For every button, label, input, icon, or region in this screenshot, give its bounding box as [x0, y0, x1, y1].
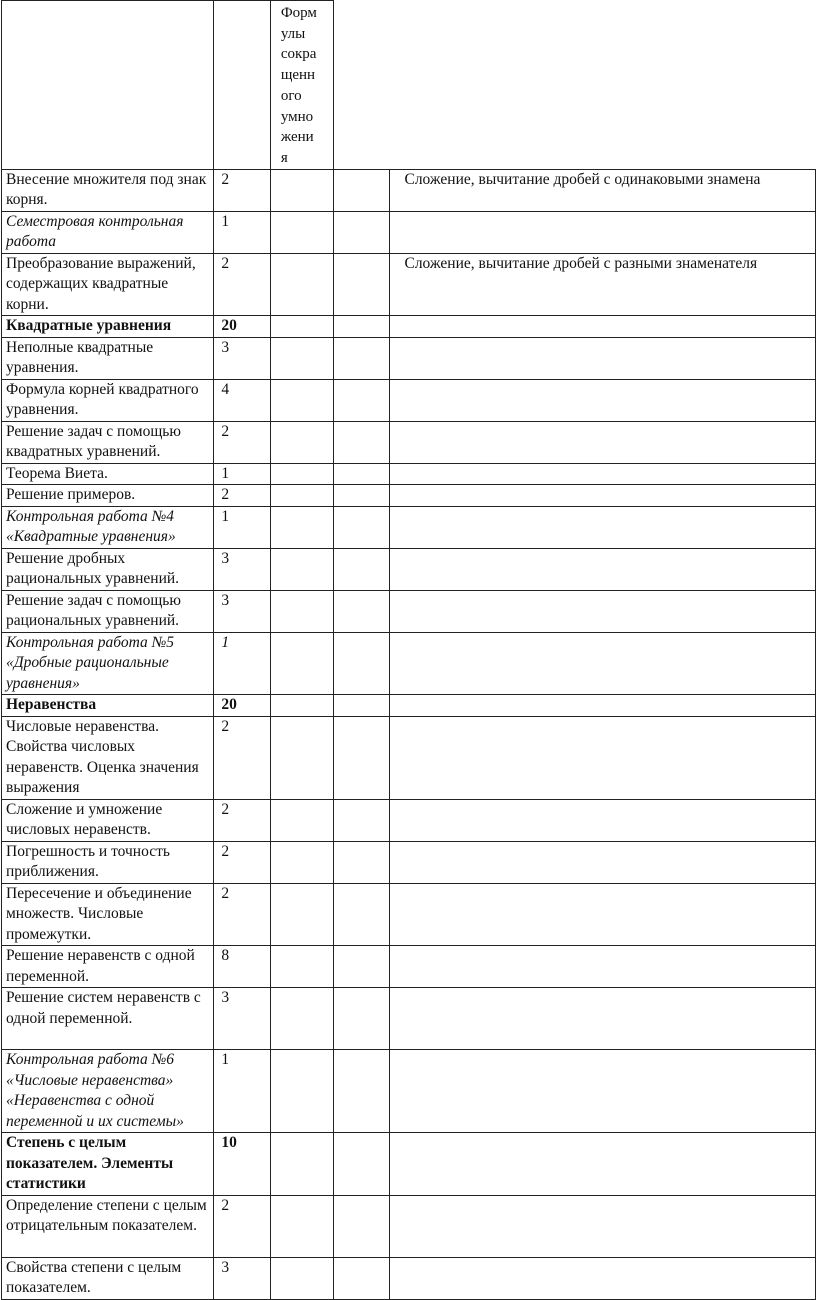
table-row: [2, 253, 816, 316]
header-title-line: улы: [280, 25, 306, 42]
topic-cell: Решение задач с помощью квадратных уравнений.: [2, 421, 214, 463]
extra-cell: [333, 1195, 390, 1257]
hours-cell: 3: [214, 337, 270, 379]
topic-cell: Решение примеров.: [2, 485, 214, 507]
header-title-line: сокра: [280, 46, 317, 63]
extra-cell: [333, 463, 390, 485]
note-cell: [390, 1257, 816, 1299]
formulas-cell: [270, 590, 333, 632]
formulas-cell: [270, 716, 333, 799]
header-cell-topic: [2, 1, 214, 170]
section-row: [2, 316, 816, 338]
formulas-cell: [270, 211, 333, 253]
section-row: [2, 695, 816, 717]
hours-cell: 1: [214, 463, 270, 485]
extra-cell: [333, 988, 390, 1050]
table-row: [2, 485, 816, 507]
formulas-cell: [270, 632, 333, 695]
extra-cell: [333, 716, 390, 799]
hours-cell: 1: [214, 1050, 270, 1133]
extra-cell: [333, 421, 390, 463]
note-cell: [390, 379, 816, 421]
table-row: [2, 463, 816, 485]
table-row: [2, 1257, 816, 1299]
topic-cell: Пересечение и объединение множеств. Числовые промежутки.: [2, 883, 214, 946]
formulas-cell: [270, 1133, 333, 1196]
note-cell: [390, 632, 816, 695]
extra-cell: [333, 799, 390, 841]
hours-cell: 3: [214, 988, 270, 1050]
topic-cell: Преобразование выражений, содержащих квадратные корни.: [2, 253, 214, 316]
hours-cell: 2: [214, 883, 270, 946]
formulas-cell: [270, 421, 333, 463]
topic-cell: Решение дробных рациональных уравнений.: [2, 548, 214, 590]
header-cell-blank: [390, 1, 816, 170]
formulas-cell: [270, 1195, 333, 1257]
note-cell: [390, 695, 816, 717]
formulas-cell: [270, 883, 333, 946]
hours-cell: 10: [214, 1133, 270, 1196]
thematic-plan-table: [1, 0, 816, 1300]
hours-cell: 3: [214, 548, 270, 590]
formulas-cell: [270, 337, 333, 379]
header-cell-hours: [214, 1, 270, 170]
hours-cell: 2: [214, 485, 270, 507]
extra-cell: [333, 379, 390, 421]
formulas-cell: [270, 1050, 333, 1133]
formulas-cell: [270, 379, 333, 421]
topic-cell: Теорема Виета.: [2, 463, 214, 485]
header-cell-empty: [333, 1, 390, 170]
extra-cell: [333, 1133, 390, 1196]
table-row: [2, 799, 816, 841]
table-row: [2, 211, 816, 253]
header-title-line: ого: [280, 87, 302, 104]
hours-cell: 20: [214, 695, 270, 717]
hours-cell: 2: [214, 841, 270, 883]
hours-cell: 20: [214, 316, 270, 338]
hours-cell: 1: [214, 211, 270, 253]
table-row: [2, 421, 816, 463]
table-row: [2, 1195, 816, 1257]
topic-cell: Числовые неравенства. Свойства числовых неравенств. Оценка значения выражения: [2, 716, 214, 799]
extra-cell: [333, 632, 390, 695]
extra-cell: [333, 253, 390, 316]
section-title-cell: Степень с целым показателем. Элементы статистики: [2, 1133, 214, 1196]
note-cell: [390, 988, 816, 1050]
header-title-line: Форм: [280, 5, 317, 21]
topic-cell: Контрольная работа №6 «Числовые неравенства» «Неравенства с одной переменной и их системы»: [2, 1050, 214, 1133]
formulas-cell: [270, 506, 333, 548]
header-title-line: жени: [280, 129, 314, 146]
hours-cell: 1: [214, 632, 270, 695]
table-row: [2, 1050, 816, 1133]
extra-cell: [333, 1257, 390, 1299]
formulas-cell: [270, 253, 333, 316]
extra-cell: [333, 548, 390, 590]
table-row: [2, 590, 816, 632]
extra-cell: [333, 1050, 390, 1133]
formulas-cell: [270, 799, 333, 841]
topic-cell: Свойства степени с целым показателем.: [2, 1257, 214, 1299]
table-row: [2, 548, 816, 590]
header-cell-formulas: [270, 1, 333, 170]
extra-cell: [333, 337, 390, 379]
header-row: [2, 1, 816, 170]
hours-cell: 3: [214, 590, 270, 632]
table-row: [2, 379, 816, 421]
note-cell: [390, 799, 816, 841]
extra-cell: [333, 169, 390, 211]
table-row: [2, 169, 816, 211]
table-row: [2, 716, 816, 799]
header-title-line: я: [280, 149, 288, 166]
topic-cell: Формула корней квадратного уравнения.: [2, 379, 214, 421]
extra-cell: [333, 883, 390, 946]
header-title-line: умно: [280, 108, 314, 125]
note-cell: [390, 1195, 816, 1257]
note-cell: [390, 716, 816, 799]
table-row: [2, 337, 816, 379]
formulas-cell: [270, 1257, 333, 1299]
table-row: [2, 883, 816, 946]
extra-cell: [333, 506, 390, 548]
note-cell: [390, 337, 816, 379]
extra-cell: [333, 841, 390, 883]
formulas-cell: [270, 841, 333, 883]
hours-cell: 2: [214, 169, 270, 211]
note-cell: [390, 421, 816, 463]
formulas-cell: [270, 548, 333, 590]
hours-cell: 8: [214, 946, 270, 988]
extra-cell: [333, 211, 390, 253]
hours-cell: 3: [214, 1257, 270, 1299]
note-cell: [390, 1050, 816, 1133]
formulas-cell: [270, 316, 333, 338]
hours-cell: 2: [214, 716, 270, 799]
note-cell: [390, 946, 816, 988]
extra-cell: [333, 946, 390, 988]
hours-cell: 1: [214, 506, 270, 548]
note-cell: [390, 463, 816, 485]
topic-cell: Контрольная работа №4 «Квадратные уравнения»: [2, 506, 214, 548]
note-cell: Сложение, вычитание дробей с одинаковыми знамена: [390, 169, 816, 211]
hours-cell: 2: [214, 799, 270, 841]
hours-cell: 2: [214, 421, 270, 463]
formulas-cell: [270, 988, 333, 1050]
topic-cell: Определение степени с целым отрицательным показателем.: [2, 1195, 214, 1257]
topic-cell: Погрешность и точность приближения.: [2, 841, 214, 883]
section-title-cell: Неравенства: [2, 695, 214, 717]
table-row: [2, 841, 816, 883]
note-cell: [390, 506, 816, 548]
note-cell: [390, 316, 816, 338]
table-row: [2, 506, 816, 548]
section-title-cell: Квадратные уравнения: [2, 316, 214, 338]
hours-cell: 2: [214, 1195, 270, 1257]
formulas-cell: [270, 169, 333, 211]
note-cell: [390, 211, 816, 253]
note-cell: Сложение, вычитание дробей с разными знаменателя: [390, 253, 816, 316]
topic-cell: Неполные квадратные уравнения.: [2, 337, 214, 379]
topic-cell: Контрольная работа №5 «Дробные рациональные уравнения»: [2, 632, 214, 695]
header-title-line: щенн: [280, 67, 316, 84]
topic-cell: Сложение и умножение числовых неравенств.: [2, 799, 214, 841]
extra-cell: [333, 590, 390, 632]
extra-cell: [333, 695, 390, 717]
formulas-cell: [270, 485, 333, 507]
note-cell: [390, 485, 816, 507]
table-row: [2, 946, 816, 988]
topic-cell: Внесение множителя под знак корня.: [2, 169, 214, 211]
hours-cell: 2: [214, 253, 270, 316]
formulas-cell: [270, 463, 333, 485]
section-row: [2, 1133, 816, 1196]
topic-cell: Решение задач с помощью рациональных уравнений.: [2, 590, 214, 632]
topic-cell: Решение систем неравенств с одной переменной.: [2, 988, 214, 1050]
formulas-cell: [270, 946, 333, 988]
note-cell: [390, 1133, 816, 1196]
note-cell: [390, 590, 816, 632]
formulas-cell: [270, 695, 333, 717]
hours-cell: 4: [214, 379, 270, 421]
topic-cell: Семестровая контрольная работа: [2, 211, 214, 253]
table-row: [2, 988, 816, 1050]
extra-cell: [333, 485, 390, 507]
note-cell: [390, 841, 816, 883]
extra-cell: [333, 316, 390, 338]
topic-cell: Решение неравенств с одной переменной.: [2, 946, 214, 988]
table-row: [2, 632, 816, 695]
note-cell: [390, 883, 816, 946]
note-cell: [390, 548, 816, 590]
